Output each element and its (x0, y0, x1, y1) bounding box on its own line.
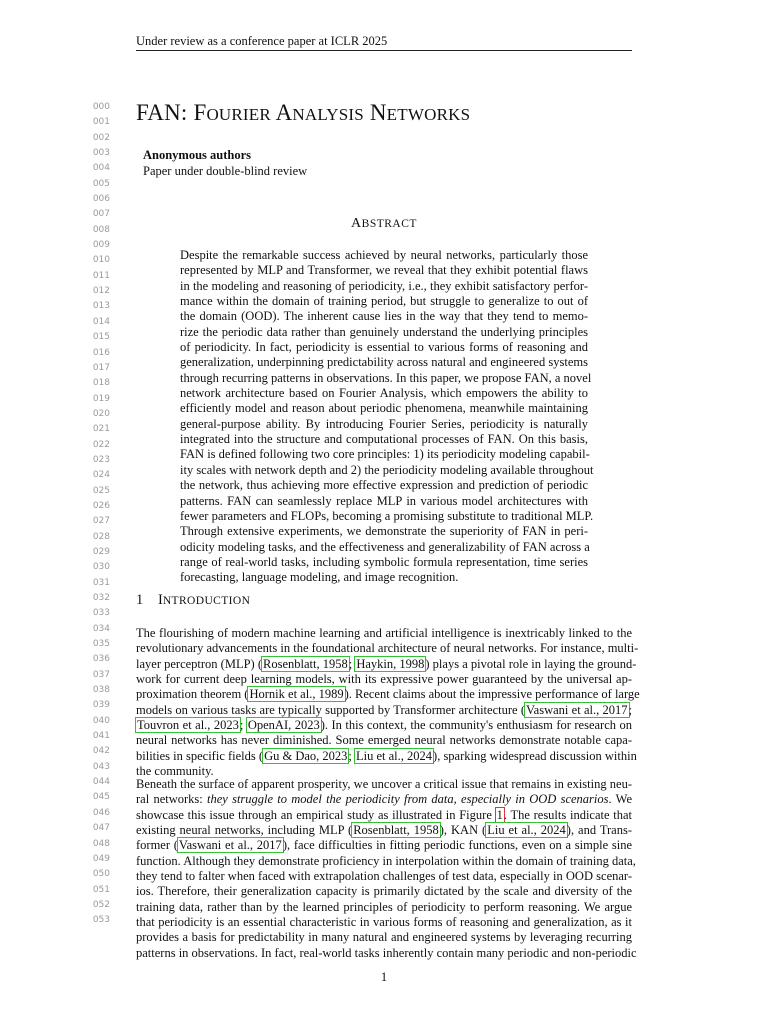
line-number: 012 (92, 286, 110, 297)
text-run: layer perceptron (MLP) ( (136, 656, 262, 671)
text-run: ), sparking widespread discussion within (433, 748, 637, 763)
text-run: showcase this issue through an empirical study as illustrated in Figure (136, 807, 496, 822)
text-line (136, 656, 637, 672)
line-number: 015 (92, 332, 110, 343)
line-number: 021 (92, 424, 110, 435)
line-number: 014 (92, 316, 110, 327)
text-run: bilities in specific fields ( (136, 748, 264, 763)
citation-link[interactable]: Haykin, 1998 (356, 656, 425, 671)
text-line: patterns in observations. In fact, real-world tasks inherently contain many periodic and non-periodic (136, 945, 637, 960)
abstract-line: efficiently model and reason about periodic phenomena, meanwhile maintaining (180, 401, 588, 416)
line-number: 011 (92, 270, 110, 281)
text-run: proximation theorem ( (136, 687, 249, 702)
text-run: ), face difficulties in fitting periodic functions, even on a simple sine (282, 838, 633, 853)
text-line (136, 718, 632, 733)
line-number: 001 (92, 117, 110, 128)
line-number: 035 (92, 639, 110, 650)
line-number: 041 (92, 731, 110, 742)
running-header: Under review as a conference paper at ICLR 2025 (136, 34, 388, 48)
line-number: 025 (92, 485, 110, 496)
line-number: 024 (92, 470, 110, 481)
text-line: that periodicity is an essential characteristic in various forms of reasoning and generalization, as it (136, 915, 632, 930)
text-line: provides a basis for predictability in many natural and engineered systems by leveraging recurring (136, 930, 632, 945)
abstract-line: forecasting, language modeling, and image recognition. (180, 570, 459, 585)
text-run: ; (628, 702, 632, 717)
text-run: ). In this context, the community's enthusiasm for research on (320, 718, 632, 733)
line-number: 003 (92, 148, 110, 159)
text-run: models on various tasks are typically supported by Transformer architecture ( (136, 702, 526, 717)
abstract-line: through recurring patterns in observations. In this paper, we propose FAN, a novel (180, 370, 592, 385)
line-number: 052 (92, 899, 110, 910)
abstract-line: odicity modeling tasks, and the effectiveness and generalizability of FAN across a (180, 539, 590, 554)
text-run: ). Recent claims about the impressive performance of large (344, 687, 640, 702)
abstract-line: the network, thus achieving more effective expression and prediction of periodic (180, 478, 588, 493)
abstract-line: range of real-world tasks, including symbolic formula representation, time series (180, 554, 588, 569)
line-number: 022 (92, 439, 110, 450)
page-number: 1 (380, 970, 388, 984)
line-number: 053 (92, 915, 110, 926)
text-line (136, 792, 632, 807)
abstract-line: of periodicity. In fact, periodicity is essential to various forms of reasoning and (180, 340, 588, 355)
text-run: ; (239, 718, 247, 733)
text-line: The flourishing of modern machine learning and artificial intelligence is inextricably linked to the (136, 626, 632, 640)
header-rule (136, 50, 632, 51)
text-run: ; (348, 748, 355, 763)
abstract-line: in the modeling and reasoning of periodicity, i.e., they exhibit satisfactory perfor- (180, 278, 588, 293)
line-number: 030 (92, 562, 110, 573)
line-number: 016 (92, 347, 110, 358)
intro-paragraph-2 (136, 777, 637, 961)
abstract-line: patterns. FAN can seamlessly replace MLP in various model architectures with (180, 493, 588, 508)
line-number: 008 (92, 224, 110, 235)
abstract-body (180, 248, 594, 586)
text-line: work for current deep learning models, with its expressive power guaranteed by the universal ap- (136, 672, 632, 687)
title-part: ETWORKS (386, 105, 471, 124)
line-number: 017 (92, 362, 110, 373)
abstract-heading-rest: BSTRACT (361, 218, 417, 230)
title-part: OURIER (206, 105, 271, 124)
figure-reference-link[interactable]: 1 (496, 807, 503, 822)
text-line: they tend to falter when faced with extrapolation challenges of test data, especially in OOD scenar- (136, 869, 632, 884)
abstract-line: mance within the domain of training period, but struggle to generalize to out of (180, 294, 588, 309)
line-number: 002 (92, 132, 110, 143)
text-line: the community. (136, 764, 214, 779)
line-number: 049 (92, 853, 110, 864)
text-line (136, 703, 632, 718)
citation-link[interactable]: Vaswani et al., 2017 (178, 838, 282, 853)
abstract-line: generalization, underpinning predictability across natural and engineered systems (180, 355, 588, 370)
line-number: 007 (92, 209, 110, 220)
line-number: 042 (92, 746, 110, 757)
text-line (136, 838, 632, 853)
line-number: 006 (92, 194, 110, 205)
text-run: ) plays a pivotal role in laying the ground- (425, 656, 637, 671)
intro-paragraph-1 (136, 626, 640, 779)
citation-link[interactable]: OpenAI, 2023 (247, 718, 320, 733)
line-number: 028 (92, 531, 110, 542)
citation-link[interactable]: Touvron et al., 2023 (137, 718, 239, 733)
text-line (136, 687, 640, 702)
line-number: 027 (92, 516, 110, 527)
text-line (136, 748, 637, 764)
emphasized-claim: they struggle to model the periodicity from data, especially in OOD scenarios (207, 792, 609, 807)
line-number: 018 (92, 378, 110, 389)
citation-link[interactable]: Rosenblatt, 1958 (353, 823, 439, 838)
line-number: 029 (92, 546, 110, 557)
text-run: ral networks: (136, 792, 207, 807)
title-part: N (363, 100, 387, 125)
abstract-line: fewer parameters and FLOPs, becoming a promising substitute to traditional MLP. (180, 508, 594, 523)
line-number: 037 (92, 669, 110, 680)
section-title-rest: NTRODUCTION (162, 595, 251, 607)
line-number: 023 (92, 454, 110, 465)
line-number: 045 (92, 792, 110, 803)
line-number: 026 (92, 500, 110, 511)
section-number: 1 (136, 592, 144, 608)
text-line: revolutionary advancements in the foundational architecture of neural networks. For instance, multi- (136, 641, 639, 656)
citation-link[interactable]: Hornik et al., 1989 (249, 687, 344, 702)
text-line: Beneath the surface of apparent prosperity, we uncover a critical issue that remains in existing neu- (136, 777, 632, 791)
text-run: ), and Trans- (566, 823, 633, 838)
abstract-line: rize the periodic data rather than genuinely understand the underlying principles (180, 324, 588, 339)
line-number: 051 (92, 884, 110, 895)
line-number: 000 (92, 102, 110, 112)
line-number: 048 (92, 838, 110, 849)
title-part: FAN: F (136, 100, 207, 125)
citation-link[interactable]: Vaswani et al., 2017 (526, 702, 628, 717)
paper-title (136, 100, 470, 126)
line-number: 043 (92, 761, 110, 772)
text-run: former ( (136, 838, 178, 853)
line-number: 034 (92, 623, 110, 634)
abstract-heading (0, 216, 768, 232)
line-number: 013 (92, 301, 110, 312)
text-line: neural networks has never diminished. Some emerged neural networks demonstrate notable capa- (136, 733, 632, 748)
line-number: 038 (92, 685, 110, 696)
line-number: 039 (92, 700, 110, 711)
line-number: 033 (92, 608, 110, 619)
line-number: 044 (92, 777, 110, 788)
author-name: Anonymous authors (143, 148, 252, 162)
text-line (136, 808, 632, 823)
text-run: ; (348, 656, 356, 671)
line-number: 020 (92, 408, 110, 419)
abstract-line: integrated into the structure and computational processes of FAN. On this basis, (180, 432, 588, 447)
line-number: 010 (92, 255, 110, 266)
abstract-line: ity scales with network depth and 2) the periodicity modeling available throughout (180, 462, 594, 477)
line-number: 005 (92, 178, 110, 189)
text-line: ios. Therefore, their generalization capacity is primarily dictated by the scale and diversity of the (136, 884, 632, 899)
text-line (136, 823, 632, 838)
line-number: 004 (92, 163, 110, 174)
line-number: 031 (92, 577, 110, 588)
review-note: Paper under double-blind review (143, 163, 308, 178)
line-number: 032 (92, 593, 110, 603)
section-heading (136, 592, 250, 609)
line-number: 019 (92, 393, 110, 404)
line-number: 009 (92, 240, 110, 251)
citation-link[interactable]: Gu & Dao, 2023 (264, 748, 348, 763)
line-number: 046 (92, 807, 110, 818)
citation-link[interactable]: Rosenblatt, 1958 (263, 656, 348, 671)
text-run: . We (608, 792, 633, 807)
section-title-initial: I (158, 592, 163, 608)
text-run: ), KAN ( (439, 823, 487, 838)
text-line: function. Although they demonstrate proficiency in interpolation within the domain of training data, (136, 853, 636, 868)
text-run: . The results indicate that (503, 807, 632, 822)
abstract-line: Through extensive experiments, we demonstrate the superiority of FAN in peri- (180, 524, 588, 539)
text-run: existing neural networks, including MLP ( (136, 823, 353, 838)
line-number: 047 (92, 823, 110, 834)
abstract-line: FAN is defined following two core principles: 1) its periodicity modeling capabil- (180, 447, 590, 462)
line-number: 040 (92, 715, 110, 726)
abstract-line: represented by MLP and Transformer, we reveal that they exhibit potential flaws (180, 263, 588, 278)
abstract-heading-initial: A (351, 216, 362, 231)
line-number: 050 (92, 869, 110, 880)
abstract-line: network architecture based on Fourier Analysis, which empowers the ability to (180, 386, 588, 401)
abstract-line: general-purpose ability. By introducing Fourier Series, periodicity is naturally (180, 416, 588, 431)
title-part: NALYSIS (292, 105, 364, 124)
abstract-line: Despite the remarkable success achieved by neural networks, particularly those (180, 248, 588, 262)
citation-link[interactable]: Liu et al., 2024 (356, 748, 433, 763)
abstract-line: the domain (OOD). The inherent cause lies in the way that they tend to memo- (180, 309, 588, 324)
line-number: 036 (92, 654, 110, 665)
text-line: training data, rather than by the learned principles of periodicity to perform reasoning. We argue (136, 899, 632, 914)
author-block (143, 148, 307, 179)
citation-link[interactable]: Liu et al., 2024 (487, 823, 566, 838)
title-part: A (270, 100, 293, 125)
